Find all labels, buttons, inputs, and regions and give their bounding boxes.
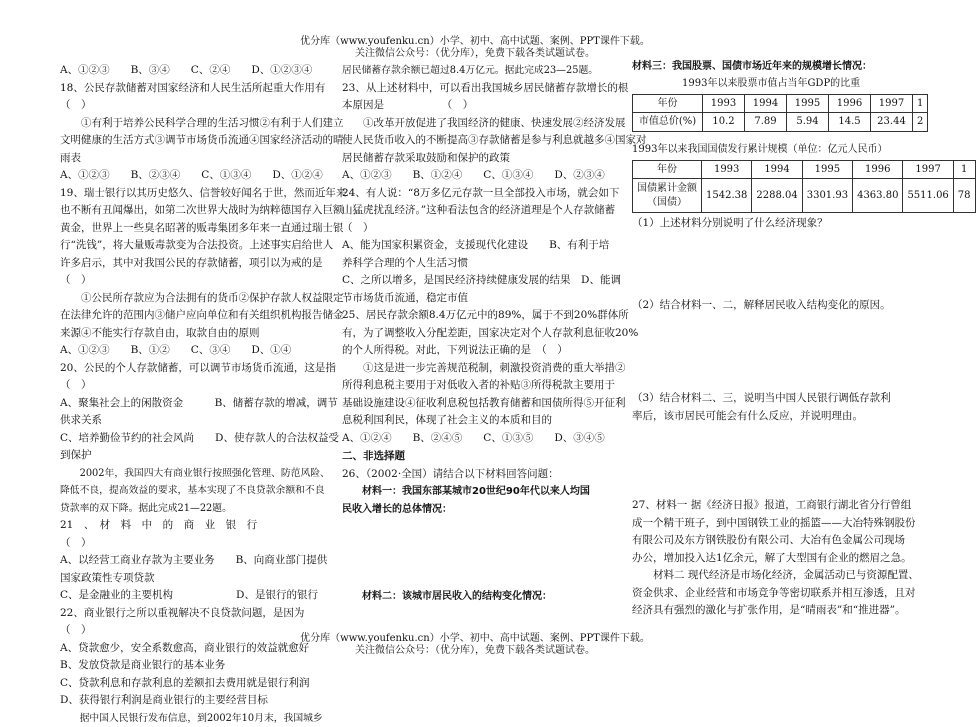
text-line: 黄金，世界上一些臭名昭著的贩毒集团多年来一直通过瑞士银 (60, 220, 317, 238)
question-23: 23、从上述材料中，可以看出我国城乡居民储蓄存款增长的根 (342, 80, 608, 98)
text-line: A、①②③ B、③④ C、②④ D、①②③④ (60, 62, 317, 80)
text-line: C、之所以增多，是国民经济持续健康发展的结果 D、能调 (342, 272, 608, 290)
text-line: D、获得银行利润是商业银行的主要经营目标 (60, 692, 317, 710)
header-line: 关注微信公众号：（优分库），免费下载各类试题试卷。 (0, 48, 950, 60)
text-line: A、①②③ B、②③④ C、①③④ D、①②④ (60, 167, 317, 185)
table-row (633, 113, 928, 132)
bond-table (632, 160, 976, 214)
text-line: （ ） (60, 97, 317, 115)
question-21: 21 、 材 料 中 的 商 业 银 行 (60, 517, 317, 535)
text-line: 息税利国利民，体现了社会主义的本质和目的 (342, 412, 608, 430)
table-cell: 23.44 (871, 113, 913, 132)
table-cell: 市值总价(%) (633, 113, 703, 132)
text-line: 行“洗钱”，将大量贩毒款变为合法投资。上述事实启给世人 (60, 237, 317, 255)
text-line: 供求关系 (60, 412, 317, 430)
text-line: ①改革开放促进了我国经济的健康、快速发展②经济发展 (342, 115, 608, 133)
text-line: 有，为了调整收入分配差距，国家决定对个人存款利息征收20% (342, 325, 608, 343)
header-line: 优分库（www.youfenku.cn）小学、初中、高中试题、案例、PPT课件下载。 (0, 36, 950, 48)
footer-line: 关注微信公众号：（优分库），免费下载各类试题试卷。 (0, 645, 950, 657)
table-cell: 1997 (903, 160, 953, 179)
column-left (60, 62, 317, 727)
question-24: 24、有人说：“8万多亿元存款一旦全部投入市场，就会如下 (342, 185, 608, 203)
table-cell: 5.94 (787, 113, 829, 132)
text-line: （ ） (342, 220, 608, 238)
text-line: 许多启示，其中对我国公民的存款储蓄，项引以为戒的是 (60, 255, 317, 273)
column-middle (342, 62, 608, 606)
table-cell: 年份 (633, 160, 702, 179)
table-2-caption: 1993年以来我国国债发行累计规模（单位：亿元人民币） (632, 142, 950, 158)
text-line: （ ） (60, 272, 317, 290)
table-cell: 1 (953, 160, 975, 179)
footer-line: 优分库（www.youfenku.cn）小学、初中、高中试题、案例、PPT课件下载。 (0, 633, 950, 645)
table-cell: 4363.80 (853, 179, 903, 213)
table-cell: 7.89 (745, 113, 787, 132)
text-line: （ ） (60, 377, 317, 395)
table-cell: 2288.04 (752, 179, 802, 213)
question-25: 25、居民存款余额8.4万亿元中的89%，属于不到20%群体所 (342, 307, 608, 325)
text-line: C、是金融业的主要机构 D、是银行的银行 (60, 587, 317, 605)
text-line: 经济具有强烈的激化与扩张作用，是“晴雨表”和“推进器”。 (632, 602, 950, 620)
table-cell: 1996 (829, 94, 871, 113)
table-cell (633, 179, 702, 213)
text-line: 来源④不能实行存款自由，取款自由的原则 (60, 325, 317, 343)
question-20: 20、公民的个人存款储蓄，可以调节市场货币流通，这是指 (60, 360, 317, 378)
text-line: 国家政策性专项贷款 (60, 570, 317, 588)
sub-question-2: （2）结合材料一、二，解释居民收入结构变化的原因。 (632, 297, 950, 315)
table-row (633, 94, 928, 113)
page-footer (0, 633, 950, 657)
text-line: C、贷款利息和存款利息的差额扣去费用就是银行利润 (60, 675, 317, 693)
table-cell: 1542.38 (702, 179, 752, 213)
row-label: （国债） (637, 196, 697, 210)
table-cell: 1993 (702, 160, 752, 179)
table-cell: 3301.93 (802, 179, 852, 213)
text-line: ①这是进一步完善规范税制，刺激投资消费的重大举措② (342, 360, 608, 378)
text-line: 到保护 (60, 447, 317, 465)
material-3-heading: 材料三：我国股票、国债市场近年来的规模增长情况： (632, 58, 950, 76)
text-line: 本原因是 （ ） (342, 97, 608, 115)
table-cell: 78 (953, 179, 975, 213)
table-1-caption: 1993年以来股票市值占当年GDP的比重 (632, 76, 950, 92)
table-cell: 14.5 (829, 113, 871, 132)
table-row (633, 179, 976, 213)
table-cell: 1 (913, 94, 928, 113)
text-line: A、以经营工商业存款为主要业务 B、向商业部门提供 (60, 552, 317, 570)
column-right (632, 58, 950, 620)
table-cell: 1994 (752, 160, 802, 179)
material-1-heading: 材料一：我国东部某城市20世纪90年代以来人均国 (342, 483, 608, 501)
text-line: A、贷款愈少，安全系数愈高，商业银行的效益就愈好 (60, 640, 317, 658)
table-cell: 2 (913, 113, 928, 132)
text-line: A、①②④ B、②④⑤ C、①③⑤ D、③④⑤ (342, 430, 608, 448)
text-line: （ ） (60, 622, 317, 640)
section-heading: 二、非选择题 (342, 448, 608, 466)
text-line: 据中国人民银行发布信息，到2002年10月末，我国城乡 (60, 710, 317, 727)
text-line: 基础设施建设④征收利息税包括教育储蓄和国债所得⑤开征利 (342, 395, 608, 413)
text-line: 2002年，我国四大有商业银行按照强化管理、防范风险、 (60, 465, 317, 483)
text-line: ①公民所存款应为合法拥有的货币②保护存款人权益限定 (60, 290, 317, 308)
question-18: 18、公民存款储蓄对国家经济和人民生活所起重大作用有 (60, 80, 317, 98)
text-line: 办公，增加投入达1亿余元，解了大型国有企业的燃眉之急。 (632, 550, 950, 568)
text-line: A、①②③ B、①② C、③④ D、①④ (60, 342, 317, 360)
text-line: （ ） (60, 535, 317, 553)
table-cell: 5511.06 (903, 179, 953, 213)
question-26: 26、（2002·全国）请结合以下材料回答问题： (342, 466, 608, 484)
material-2-heading: 材料二：该城市居民收入的结构变化情况： (342, 588, 608, 606)
text-line: 的个人所得税。对此，下列说法正确的是 （ ） (342, 342, 608, 360)
chart-placeholder (342, 518, 608, 588)
table-cell: 1994 (745, 94, 787, 113)
question-27: 27、材料一 据《经济日报》报道，工商银行湖北省分行曾组 (632, 497, 950, 515)
text-line: 降低不良，提高效益的要求，基本实现了不良贷款余额和不良 (60, 482, 317, 500)
text-line: 雨表 (60, 150, 317, 168)
text-line: 有限公司及东方钢铁股份有限公司、大冶有色金属公司现场 (632, 532, 950, 550)
text-line: A、①②③ B、①②④ C、①③④ D、②③④ (342, 167, 608, 185)
sub-question-1: （1）上述材料分别说明了什么经济现象？ (632, 215, 950, 233)
sub-question-3: （3）结合材料二、三，说明当中国人民银行调低存款利 (632, 390, 950, 408)
stock-market-table (632, 94, 928, 132)
table-cell: 1995 (802, 160, 852, 179)
table-cell: 1997 (871, 94, 913, 113)
table-row (633, 160, 976, 179)
row-label: 国债累计金额 (637, 182, 697, 196)
material-1-heading-cont: 民收入增长的总体情况： (342, 501, 608, 519)
table-cell: 1995 (787, 94, 829, 113)
text-line: 贷款率的双下降。据此完成21—22题。 (60, 500, 317, 518)
table-cell: 1993 (703, 94, 745, 113)
page-header (0, 36, 950, 60)
table-cell: 年份 (633, 94, 703, 113)
text-line: A、能为国家积累资金，支援现代化建设 B、有利于培 (342, 237, 608, 255)
text-line: 使人民货币收入的不断提高③存款储蓄是参与利息就越多④国家对 (342, 132, 608, 150)
text-line: 文明健康的生活方式③调节市场货币流通④国家经济活动的晴 (60, 132, 317, 150)
text-line: A、聚集社会上的闲散资金 B、储蓄存款的增减，调节 (60, 395, 317, 413)
text-line: C、培养勤俭节约的社会风尚 D、使存款人的合法权益受 (60, 430, 317, 448)
text-line: 节市场货币流通，稳定市值 (342, 290, 608, 308)
text-line: 也不断有丑闻爆出，如第二次世界大战时为纳粹德国存入巨额 (60, 202, 317, 220)
table-cell: 10.2 (703, 113, 745, 132)
text-line: 山猛虎扰乱经济。”这种看法包含的经济道理是个人存款储蓄 (342, 202, 608, 220)
table-cell: 1996 (853, 160, 903, 179)
text-line: ①有利于培养公民科学合理的生活习惯②有利于人们建立 (60, 115, 317, 133)
text-line: 成一个精干班子，到中国钢铁工业的摇篮——大冶特殊钢股份 (632, 515, 950, 533)
sub-question-3-cont: 率后，该市居民可能会有什么反应，并说明理由。 (632, 408, 950, 426)
text-line: 居民储蓄存款余额已超过8.4万亿元。据此完成23—25题。 (342, 62, 608, 80)
question-19: 19、瑞士银行以其历史悠久、信誉较好闻名于世，然而近年来 (60, 185, 317, 203)
text-line: 在法律允许的范围内③储户应向单位和有关组织机构报告储金 (60, 307, 317, 325)
text-line: 居民储蓄存款采取鼓励和保护的政策 (342, 150, 608, 168)
text-line: 材料二 现代经济是市场化经济，金属活动已与资源配置、 (632, 567, 950, 585)
text-line: 养科学合理的个人生活习惯 (342, 255, 608, 273)
question-22: 22、商业银行之所以重视解决不良贷款问题，是因为 (60, 605, 317, 623)
text-line: B、发放贷款是商业银行的基本业务 (60, 657, 317, 675)
text-line: 资金供求、企业经营和市场竞争等密切联系并相互渗透，且对 (632, 585, 950, 603)
text-line: 所得利息税主要用于对低收入者的补贴③所得税款主要用于 (342, 377, 608, 395)
